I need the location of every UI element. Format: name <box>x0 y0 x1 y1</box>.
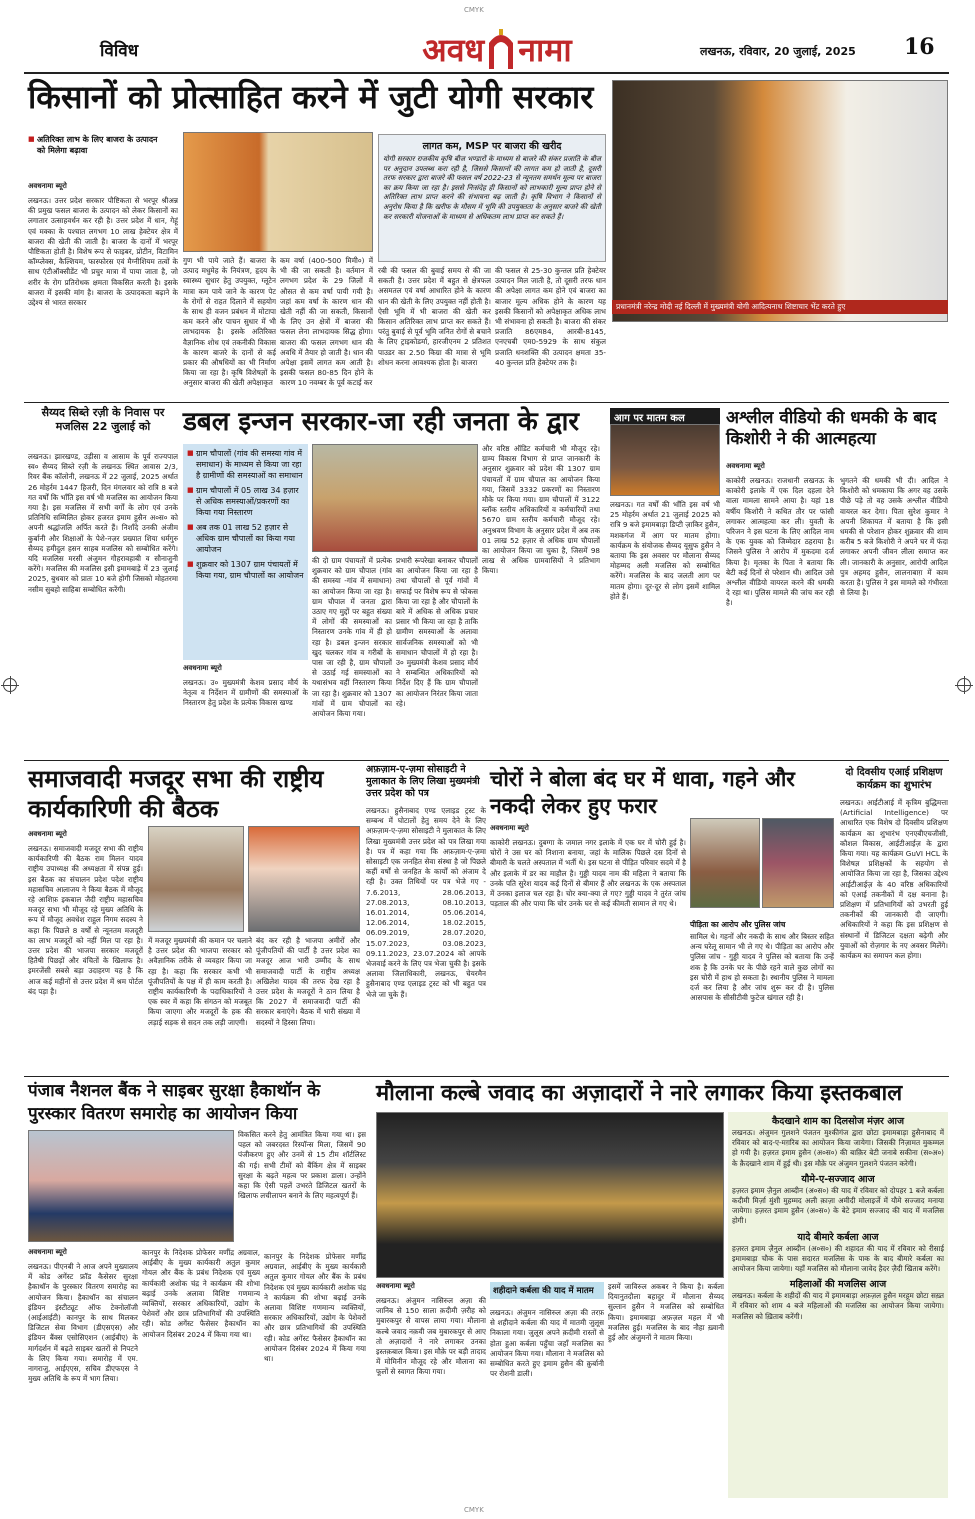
story2-col1: लखनऊ। उ० मुख्यमंत्री केशव प्रसाद मौर्य के नेतृत्व व निर्देशन में ग्रामीणों की समस्याओं के निस्तारण हेतु प्रदेश के प्रत्येक विकास खण्ड <box>183 678 308 708</box>
pnb-col4: कानपुर के निदेशक प्रोफेसर मणींद्र अग्रवाल, आईबीए के मुख्य कार्यकारी अतुल कुमार गोयल और बैंक के प्रबंध निदेशक एवं मुख्य कार्यकारी अशोक चंद्र ने कार्यक्रम की शोभा बढ़ाई उनके अलावा विशिष्ट गणमान्य व्यक्तियों, सरकार अधिकारियों, उद्योग के पेशेवरों और छात्र प्रतिभागियों की उपस्थिति रही। कोड अगेंस्ट फैसेसर हैकाथॉन का आयोजन दिसंबर 2024 में किया गया था। <box>264 1252 366 1364</box>
header-rule <box>24 72 949 74</box>
jawad-col1: लखनऊ। अंजुमन नासिरुल अज़ा की जानिब से 150 साला क़दीमी ज़रीह को मुबारकपुर से वापस लाया गया। मौलाना कल्बे जवाद नक़वी जब मुबारकपुर से आए तो अज़ादारों ने नारे लगाकर उनका इस्तक़बाल किया। इस मौक़े पर बड़ी तादाद में मोमिनीन मौजूद रहे और मौलाना का फूलों से स्वागत किया गया। <box>376 1296 486 1377</box>
page-number: 16 <box>904 34 935 60</box>
registration-mark-left <box>3 678 17 692</box>
story1-col1: लखनऊ। उत्तर प्रदेश सरकार पौष्टिकता से भरपूर श्रीअन्न की प्रमुख फसल बाजरा के उत्पादन को लेकर किसानों का लगातार उत्साहवर्धन कर रही है। उत्तर प्रदेश में धान, गेहूं एवं मक्का के पश्चात लगभग 10 लाख हेक्टेयर क्षेत्र में बाजरा की खेती की जाती है। बाजरा के दानों में भरपूर पौष्टिकता होती है। विशेष रूप से फाइबर, प्रोटीन, विटामिन कॉम्प्लेक्स, कैल्शियम, फास्फोरस एवं मैग्नीशियम तत्वों के साथ एंटीऑक्सीडेंट भी प्रचुर मात्रा में पाया जाता है, जो शरीर के रोग प्रतिरोधक क्षमता विकसित करती है। इसके बाजरा में इसकी मांग है। बाजरा के उत्पादकता बढ़ाने के उद्देश्य से भारत सरकार <box>28 196 178 308</box>
story1-photo-caption: प्रधानमंत्री नरेन्द्र मोदी नई दिल्ली में मुख्यमंत्री योगी आदित्यनाथ शिष्टाचार भेंट करते हुए <box>612 300 948 314</box>
masthead-logo <box>392 22 602 76</box>
rule-2 <box>24 760 949 761</box>
rule-3 <box>24 1076 949 1077</box>
story1-col4: रबी की फसल की बुवाई समय से की जा सकती है। उत्तर प्रदेश में बहुत से क्षेत्रफल असमतल एवं वर्षा आधारित होने के कारण धान की खेती के लिए उपयुक्त नहीं होती है। ऐसी भूमि में भी बाजरा की खेती कर किसान अतिरिक्त लाभ प्राप्त कर सकते हैं। परंतु बुवाई से पूर्व भूमि जनित रोगों से बचाने के लिए ट्राइकोडर्मा, हारजीएनम 2 प्रतिशत पाउडर का 2.50 किग्रा की मात्रा से भूमि शोधन करना आवश्यक होता है। बाजरा <box>378 266 491 367</box>
theft-col2: सामिल थे। गहनों और नकदी के साथ और बिस्तर सहित अन्य घरेलू सामान भी ले गए थे। पीड़िता का आरोप और पुलिस जांच - गुड्डी यादव ने पुलिस को बताया कि उन्हें शक है कि उनके घर के पीछे रहने वाले कुछ लोगों का इस चोरी में हाथ हो सकता है। स्थानीय पुलिस ने मामला दर्ज कर लिया है और जांच शुरू कर दी है। पुलिस आसपास के सीसीटीवी फुटेज खंगाल रही है। <box>690 932 834 1003</box>
event-3 <box>732 1232 944 1275</box>
print-color-bar-top: CMYK <box>464 6 484 14</box>
fire-photo <box>610 424 720 496</box>
story1-photo-pm-cm <box>612 80 948 322</box>
samajwadi-headline: समाजवादी मजदूर सभा की राष्ट्रीय कार्यकारिणी की बैठक <box>28 765 324 823</box>
event-1-title: कैदखाने शाम का दिलसोज मंज़र आज <box>772 1116 904 1127</box>
samajwadi-col3: बंद कर रही है भाजपा अमीरों और पूंजीपतियों की पार्टी है उत्तर प्रदेश का मजदूर आज भारी उम्मीद के साथ समाजवादी पार्टी के राष्ट्रीय अध्यक्ष अखिलेश यादव की तरफ देख रहा है उत्तर प्रदेश के मजदूरों ने ठान लिया है कि 2027 में समाजवादी पार्टी की सरकार बनाएंगे। बैठक में भारी संख्या में सदस्यों ने हिस्सा लिया। <box>256 936 360 1027</box>
story1-highlight: ■ अतिरिक्त लाभ के लिए बाजरा के उत्पादन को मिलेगा बढ़ावा <box>28 134 168 160</box>
theft-subhead: पीड़िता का आरोप और पुलिस जांच <box>690 920 786 929</box>
samajwadi-byline: अवधनामा ब्यूरो <box>28 830 67 838</box>
event-2 <box>732 1174 944 1227</box>
logo-right: नामा <box>518 30 572 69</box>
event-2-text: हज़रत इमाम ज़ैनुल आब्दीन (अ०स०) की याद में रविवार को दोपहर 1 बजे कर्बला कदीमी मिर्ज़ा मुंशी मुहम्मद अली क़ाज़ा अमीदी मोलाइर्जे में यौमे सज्जाद मनाया जायेगा। हज़रत इमाम हुसैन (अ०स०) के बेटे इमाम सज्जाद की याद में मजलिस होगी। <box>732 1185 944 1226</box>
event-3-title: यादे बीमारे कर्बला आज <box>797 1231 879 1243</box>
theft-headline: चोरों ने बोला बंद घर में धावा, गहने और नकदी लेकर हुए फरार <box>490 767 795 818</box>
print-color-bar-bottom: CMYK <box>464 1506 484 1514</box>
story2-headline: डबल इन्जन सरकार-जा रही जनता के द्वार <box>183 407 580 437</box>
story2-bullet-2: ■ ग्राम चौपालों में 05 लाख 34 हज़ार से अधिक समस्याओं/प्रकरणों का किया गया निस्तारण <box>187 485 304 518</box>
logo-left: अवध <box>422 30 485 69</box>
sidebar-events <box>728 1112 948 1498</box>
theft-photo-1 <box>690 818 760 908</box>
event-2-title: यौमे-ए-सज्जाद आज <box>801 1173 875 1185</box>
suicide-col1: काकोरी लखनऊ। राजधानी लखनऊ के काकोरी इलाके में एक दिल दहला देने वाला मामला सामने आया है। यहां 18 वर्षीय किशोरी ने कथित तौर पर फांसी लगाकर आत्महत्या कर ली। युवती के परिजन ने इस घटना के लिए आदिल नाम के एक युवक को जिम्मेदार ठहराया है। जिसने पुलिस ने आरोप में मुकदमा दर्ज किया है। मृतका के पिता ने बताया कि बेटी कई दिनों से परेशान थी। आदिल उसे अश्लील वीडियो वायरल करने की धमकी दे रहा था। पुलिस मामले की जांच कर रही है। <box>726 476 834 608</box>
suicide-col2: भुगतने की धमकी भी दी। आदिल ने किशोरी को धमकाया कि अगर वह उसके पीछे पड़े तो वह उसके अश्लील वीडियो वायरल कर देगा। पिता सुरेश कुमार ने अपनी शिकायत में बताया है कि इसी धमकी से परेशान होकर शुक्रवार की शाम करीब 5 बजे किशोरी ने अपने घर में फंदा लगाकर अपनी जीवन लीला समाप्त कर ली। जानकारी के अनुसार, आरोपी आदिल पुत्र अहमद हुसैन, लालनाबाग़ में काम करता है। पुलिस ने इस मामले को गंभीरता से लिया है। <box>840 476 948 598</box>
story2-col4: और वरिष्ठ ऑडिट कर्मचारी भी मौजूद रहे। ग्राम्य विकास विभाग से प्राप्त जानकारी के अनुसार शुक्रवार को प्रदेश की 1307 ग्राम पंचायतों में ग्राम चौपाल का आयोजन किया गया, जिसमें 3332 प्रकरणों का निस्तारण मौके पर किया गया। ग्राम चौपालों में 3122 ब्लॉक स्तरीय अधिकारियों व कर्मचारियों तथा 5670 ग्राम स्तरीय कर्मचारी मौजूद रहे। अनुश्रवण विभाग के अनुसार प्रदेश में अब तक 01 लाख 52 हज़ार से अधिक ग्राम चौपालों का आयोजन किया जा चुका है, जिसमें 98 लाख से अधिक ग्रामवासियों ने प्रतिभाग किया। <box>482 444 600 576</box>
rule-1 <box>24 402 949 403</box>
ai-headline: दो दिवसीय एआई प्रशिक्षण कार्यक्रम का शुभारंभ <box>845 767 943 791</box>
story2-bullet-3: ■ अब तक 01 लाख 52 हज़ार से अधिक ग्राम चौपालों का किया गया आयोजन <box>187 522 304 555</box>
event-3-text: हज़रत इमाम ज़ैनुल आब्दीन (अ०स०) की शहादत की याद में रविवार को रीसाई इमामबाड़ा चौक के पास सदारत मजलिस के पाक के बाद बीमारे कर्बला का आयोजन किया जायेगा। यहाँ मजलिस को मौलाना जावेद हैदर ज़ैदी खिताब करेंगे। <box>732 1243 944 1274</box>
story2-col2: की दो ग्राम पंचायतों में प्रत्येक शुक्रवार को ग्राम चौपाल (गांव की समस्या -गांव में समाधान) का आयोजन किया जा रहा है। ग्राम चौपाल में जनता द्वारा उठाए गए मुद्दों पर बहुत संख्या में लोगों की समस्याओं का निस्तारण उनके गांव में ही हो रहा है। डबल इन्जन सरकार खुद चलकर गांव व गरीबों के पास जा रही है, ग्राम चौपालों से उठाई गई समस्याओं का यथासंभव वहीं निस्तारण किया जा रहा है। शुक्रवार को 1307 गांवों में ग्राम चौपालों का आयोजन किया गया। <box>312 556 392 719</box>
story1-headline: किसानों को प्रोत्साहित करने में जुटी योगी सरकार <box>28 78 594 116</box>
aqsa-text: लखनऊ। हुसैनाबाद एण्ड एलाइड ट्रस्ट के सम्बन्ध में घोटालों हेतु समय देने के लिए अफ़ज़ाम-ए-ज़मा सोसाइटी ने मुलाकात के लिए लिखा मुख्यमंत्री उत्तर प्रदेश को पत्र लिखा गया है। पत्र में कहा गया कि अफ़ज़ाम-ए-ज़मा सोसाइटी एक जनहित सेवा संस्था है जो पिछले कहीं वर्षों से जनहित के कार्यों को अंजाम दे रही है। उक्त तिथियों पर पत्र भेजे गए - 7.6.2013, 28.06.2013, 27.08.2013, 08.10.2013, 16.01.2014, 05.06.2014, 12.06.2014, 18.02.2015, 06.09.2019, 28.07.2020, 15.07.2023, 03.08.2023, 09.11.2023, 23.07.2024 को आपके भेजवाई करने के लिए पत्र भेजा चुकी है। इसके अलावा जिलाधिकारी, लखनऊ, चेयरमैन हुसैनाबाद एण्ड एलाइड ट्रस्ट को भी बहुत पत्र भेजे जा चुके हैं। <box>366 806 486 999</box>
pnb-col2: कानपुर के निदेशक प्रोफेसर मणींद्र अग्रवाल, आईबीए के मुख्य कार्यकारी अतुल कुमार गोयल और बैंक के प्रबंध निदेशक एवं मुख्य कार्यकारी अशोक चंद्र ने कार्यक्रम की शोभा बढ़ाई उनके अलावा विशिष्ट गणमान्य व्यक्तियों, सरकार अधिकारियों, उद्योग के पेशेवरों और छात्र प्रतिभागियों की उपस्थिति रही। कोड अगेंस्ट फैसेसर हैकाथॉन का आयोजन दिसंबर 2024 में किया गया था। <box>142 1248 260 1339</box>
story2-byline: अवधनामा ब्यूरो <box>183 664 222 672</box>
theft-col1: काकोरी लखनऊ। दुबग्गा के जमाल नगर इलाके में एक घर में चोरी हुई है। चोरों ने उस घर को निशाना बनाया, जहां के मालिक पिछले दस दिनों से बीमारी के चलते अस्पताल में भर्ती थे। इस घटना से पीड़ित परिवार सदमे में है और इलाके में डर का माहौल है। गुड्डी यादव नाम की महिला ने बताया कि उनके पति सुरेश यादव कई दिनों से बीमार हैं और लखनऊ के एक अस्पताल में उनका इलाज चल रहा है। चोर क्या-क्या ले गए? गुड्डी यादव ने तुरंत जांच पड़ताल की और पाया कि चोर उनके घर से कई कीमती सामान ले गए थे। <box>490 838 686 909</box>
pnb-headline: पंजाब नैशनल बैंक ने साइबर सुरक्षा हैकाथॉन के पुरस्कार वितरण समारोह का आयोजन किया <box>28 1081 321 1124</box>
jawad-headline: मौलाना कल्बे जवाद का अज़ादारों ने नारे लगाकर किया इस्तकबाल <box>376 1081 903 1106</box>
story2-bullet-4: ■ शुक्रवार को 1307 ग्राम पंचायतों में किया गया, ग्राम चौपालों का आयोजन <box>187 559 304 581</box>
story1-boxed-title: लागत कम, MSP पर बाजरा की खरीद <box>422 141 562 152</box>
fire-tag: आग पर मातम कल <box>610 408 720 426</box>
sayyad-headline: सैय्यद सिब्ते रज़ी के निवास पर मजलिस 22 जुलाई को <box>41 406 165 433</box>
samajwadi-photo-stage <box>248 826 360 932</box>
samajwadi-col1: लखनऊ। समाजवादी मजदूर सभा की राष्ट्रीय कार्यकारिणी की बैठक राम मिलन यादव राष्ट्रीय उपाध्यक्ष की अध्यक्षता में संपन्न हुई। इस बैठक का संचालन प्रदेश पदेश राष्ट्रीय महासचिव आलाजय ने किया बैठक में मौजूद रहे आशिफ़ इकबाल जैदी राष्ट्रीय महासचिव मजदूर सभा भी मौजूद रहे मुख्य अतिथि के रूप में मौजूद अवधेश राहुल निगम सदस्य ने कहा कि पिछले 8 वर्षों से न्यूनतम मजदूरी का लाभ मजदूरों को नहीं मिल पा रहा है। उत्तर प्रदेश की भाजपा सरकार मजदूरों हितैषी पिछड़ों और वंचितों के खिलाफ है। इमरजेंसी सबसे बड़ा उदाहरण यह है कि आज कई महीनों से उत्तर प्रदेश में श्रम पोर्टल बंद पड़ा है। <box>28 844 143 996</box>
aqsa-headline: अफ़ज़ाम-ए-ज़मा सोसाइटी ने मुलाकात के लिए लिखा मुख्यमंत्री उत्तर प्रदेश को पत्र <box>366 764 480 799</box>
story1-boxed-text: योगी सरकार राजकीय कृषि बीज भण्डारों के माध्यम से बाजरे की संकर प्रजाति के बीज पर अनुदान उपलब्ध करा रही है, जिससे किसानों की लागत कम हो जाती है, दूसरी तरफ सरकार द्वारा बाजरे की फसल वर्ष 2022-23 से न्यूनतम समर्थन मूल्य पर बाजरा का क्रय किया जा रहा है। इससे निःसंदेह ही किसानों को लाभकारी मूल्य प्राप्त होने से अतिरिक्त लाभ प्राप्त करने की संभावना बढ़ जाती है। कृषि विभाग ने किसानों से अनुरोध किया है कि खरीफ के मौसम में भूमि की उपयुक्तता के अनुसार बाजरे की खेती कर सरकारी योजनाओं के माध्यम से अधिकतम लाभ प्राप्त कर सकते हैं। <box>383 155 601 221</box>
samajwadi-photo-group <box>148 826 244 932</box>
suicide-headline: अश्लील वीडियो की धमकी के बाद किशोरी ने की आत्महत्या <box>726 408 937 449</box>
pnb-byline: अवधनामा ब्यूरो <box>28 1248 67 1256</box>
jawad-col2: लखनऊ। अंजुमन नासिरुल अज़ा की तरफ़ से शहीदाने कर्बला की याद में मातमी जुलूस निकाला गया। जुलूस अपने क़दीमी रास्तों से होता हुआ कर्बला पहुँचा जहाँ मजलिस का आयोजन किया गया। मौलाना ने मजलिस को सम्बोधित करते हुए इमाम हुसैन की क़ुर्बानी पर रोशनी डाली। <box>490 1308 604 1379</box>
dateline: लखनऊ, रविवार, 20 जुलाई, 2025 <box>700 45 856 58</box>
jawad-byline: अवधनामा ब्यूरो <box>376 1282 415 1290</box>
samajwadi-col2: में मजदूर मुख्यमंत्री की कमान पर चलाने है उत्तर प्रदेश की भाजपा सरकार को अवैज्ञानिक तरीके से व्यवहार किया जा रहा है। कहा कि सरकार कभी भी पूंजीपतियों के पक्ष में ही काम करती है। राष्ट्रीय कार्यकारिणी के पदाधिकारियों ने एक स्वर में कहा कि संगठन को मजबूत किया जाएगा और मजदूरों के हक की लड़ाई सड़क से सदन तक लड़ी जाएगी। <box>148 936 252 1027</box>
jawad-photo <box>376 1112 724 1278</box>
theft-byline: अवधनामा ब्यूरो <box>490 824 529 832</box>
logo-arch-icon <box>486 29 516 69</box>
story1-col2: गुण भी पाये जाते हैं। बाजरा के उत्पाद मधुमेह के नियंत्रण, हृदय के स्वास्थ्य सुधार हेतु उपयुक्त, ग्लूटेन मात्रा कम पाये जाने के कारण पेट के रोगों से राहत दिलाने में सहयोग के साथ ही वजन प्रबंधन में मोटापा कम करने और पाचन सुधार में भी लाभदायक है। इसके अतिरिक्त वैज्ञानिक शोध एवं तकनीकी विकास के कारण बाजरे के दानों से कई प्रकार की औषधियों का भी निर्माण किया जा रहा है। कृषि विशेषज्ञों के अनुसार बाजरा की खेती अपेक्षाकृत <box>183 256 276 388</box>
pnb-photo <box>28 1130 234 1242</box>
ai-text: लखनऊ। आईटीआई में कृत्रिम बुद्धिमत्ता (Artificial Intelligence) पर आधारित एक विशेष दो दिवसीय प्रशिक्षण कार्यक्रम का शुभारंभ एनएबीएचजीसी, कौशल विकास, आईटीआईज़ के द्वारा किया गया। यह कार्यक्रम GuVI HCL के विशेषज्ञ प्रशिक्षकों के सहयोग से आयोजित किया जा रहा है, जिसका उद्देश्य आईटीआईज़ के 40 वरिष्ठ अधिकारियों को एआई तकनीकों में दक्ष बनाना है। प्रशिक्षण में प्रतिभागियों को उभरती हुई तकनीकों की जानकारी दी जाएगी। अधिकारियों ने कहा कि इस प्रशिक्षण से संस्थानों में डिजिटल दक्षता बढ़ेगी और युवाओं को रोज़गार के नए अवसर मिलेंगे। कार्यक्रम का समापन कल होगा। <box>840 798 948 961</box>
event-1 <box>732 1116 944 1169</box>
story2-bullets <box>183 444 308 660</box>
sayyad-text: लखनऊ। झारखण्ड, उड़ीसा व आसाम के पूर्व राज्यपाल स्व० सैय्यद सिब्ते रज़ी के लखनऊ स्थित आवास 2/3, रिवर बैंक कॉलोनी, लखनऊ में 22 जुलाई, 2025 अर्थात 26 मोहर्रम 1447 हिजरी, दिन मंगलवार को रात्रि 8 बजे गत वर्षों कि भाँति इस वर्ष भी मजलिस का आयोजन किया गया है। इस मजलिस में सभी वर्गों के लोग एवं उनके प्रतिनिधि सम्मिलित होकर हजरत इमाम हुसैन अ०स० को अपनी श्रद्धांजलि अर्पित करते हैं। निशाँदे उनकी अंजीम कुर्बानी और शिक्षाओं के पेशे-नज़र प्रख्यात शिया धर्मगुरु सैय्यद हमीदुल हसन साहब मजलिस को सम्बोधित करेंगे। यदि मजलिस मरसी अंजुमन गौहरावहाबी व सौनाजुनी करेंगे। मजलिस की मजलिस इसी इमामबाड़े में 23 जुलाई 2025, बुधवार को प्रातः 10 बजे होगी जिसको मोहतरमा नसीम सुबहो साहिबा सम्बोधित करेंगी। <box>28 452 178 594</box>
event-4-text: लखनऊ। कर्बला के शहीदों की याद में इमामबाड़ा अफ़ज़ल हुसैन मरहूम छोटा सख़्त में रविवार को शाम 4 बजे महिलाओं की मजलिस का आयोजन किया जायेगा। मजलिस को ख़िताब करेंगी। <box>732 1291 944 1321</box>
suicide-byline: अवधनामा ब्यूरो <box>726 462 765 470</box>
event-1-text: लखनऊ। अंजुमन गुलशने पंजतन मुश्कीगंज द्वारा छोटा इमामबाड़ा हुसैनाबाद में रविवार को बाद-ए-मग़रिब का आयोजन किया जायेगा। जिसकी निज़ामत मुकम्मल हो गयी है। हज़रत इमाम हुसैन (अ०स०) की बाक़िर बेटी जनाबे सकीना (स०अ०) के क़ैदखाने शाम में हुई थी। इस मौक़े पर अंजुमन गुलशने पंजतन करेगी। <box>732 1128 944 1168</box>
story1-boxed-panel <box>378 134 606 262</box>
story1-col5: की फसल से 25-30 कुन्तल प्रति हेक्टेयर उत्पादन मिल जाती है, तो दूसरी तरफ धान की अपेक्षा लागत कम होने एवं बाजरा का बाजार मूल्य अधिक होने के कारण यह इसकी किसानों को अपेक्षाकृत अधिक लाभ भी संभावना हो सकती है। बाजरा की संकर प्रजाति 86एम84, आरबी-8145, एनएचबी एम0-5929 के साथ संकुल प्रजाति धनशक्ति की उत्पादन क्षमता 35-40 कुन्तल प्रति हेक्टेयर तक है। <box>495 266 606 367</box>
story2-photo-chaupal <box>312 444 478 552</box>
jawad-tag: शहीदाने कर्बला की याद में मातम <box>490 1282 604 1299</box>
event-4-title: महिलाओं की मजलिस आज <box>789 1279 887 1291</box>
event-4 <box>732 1279 944 1322</box>
pnb-col3: विकसित करने हेतु आमंत्रित किया गया था। इस पहल को जबरदस्त रिस्पॉन्स मिला, जिसमें 90 पंजीकरण हुए और उनमें से 15 टीम शॉर्टलिस्ट की गई। सभी टीमों को बैंकिंग क्षेत्र में साइबर सुरक्षा के बढ़ते महत्व पर प्रकाश डाला। उन्होंने कहा कि ऐसी पहलें उभरते डिजिटल खतरों के खिलाफ लचीलापन बनाने के लिए महत्वपूर्ण हैं। <box>238 1130 366 1201</box>
story1-col3: कम वर्षा (400-500 मिमी०) में भी की जा सकती है। वर्तमान में लगभग प्रदेश के 29 जिलों में औसत से कम वर्षा पायी गयी है। जहां कम वर्षा के कारण धान की खेती नहीं की जा सकती, किसानों के लिए उन क्षेत्रों में बाजरा की फसल लेना लाभदायक सिद्ध होगा। बाजरा की फसल लगभग धान की अवधि में तैयार हो जाती है। धान की अपेक्षा इसमें लागत कम आती है। इसकी फसल 80-85 दिन होने के कारण 10 नवम्बर के पूर्व कटाई कर <box>280 256 373 388</box>
story2-col3: प्रभारी रूपरेखा बनाकर चौपालों का आयोजन किया जा रहा है तथा चौपालों से पूर्व गांवों में सफाई पर विशेष रूप से फोकस किया जा रहा है और चौपालों के बारे में अधिक से अधिक प्रचार प्रसार भी किया जा रहा है ताकि ग्रामीण समस्याओं के अलावा सार्वजनिक समस्याओं को भी समाधान चौपालों में हो रहा है। उ० मुख्यमंत्री केशव प्रसाद मौर्य ने सम्बन्धित अधिकारियों को निर्देश दिए हैं कि ग्राम चौपालों का आयोजन निरंतर किया जाता रहे। <box>396 556 478 708</box>
jawad-col3: इसमें जाविरुल अकबर ने किया है। कर्बला दियानुतदौला बहादुर में मौलाना सैय्यद सुल्तान हुसैन ने मजलिस को सम्बोधित किया। इमामबाड़ा अफ़ज़ल महल में भी मजलिस हुई। मजलिस के बाद नौहा ख़्वानी हुई और अंजुमनों ने मातम किया। <box>608 1282 724 1343</box>
theft-photo-2 <box>762 818 834 908</box>
story1-byline: अवधनामा ब्यूरो <box>28 182 67 190</box>
fire-text: लखनऊ। गत वर्षों की भाँति इस वर्ष भी 25 मोहर्रम अर्थात 21 जुलाई 2025 को रात्रि 9 बजे इमामबाड़ा डिप्टी ज़ाकिर हुसैन, मशकगंज में आग पर मातम होगा। कार्यक्रम के संयोजक सैय्यद यूसुफ हुसैन ने बताया कि इस अवसर पर मौलाना सैय्यद मोहम्मद अली मजलिस को सम्बोधित करेंगे। मजलिस के बाद जलती आग पर मातम होगा। दूर-दूर से लोग इसमें शामिल होते हैं। <box>610 500 720 601</box>
story1-photo-cm-grains <box>183 132 373 252</box>
registration-mark-right <box>957 678 971 692</box>
story2-bullet-1: ■ ग्राम चौपालों (गांव की समस्या गांव में समाधान) के माध्यम से किया जा रहा है ग्रामीणों की समस्याओं का समाधान <box>187 448 304 481</box>
pnb-col1: लखनऊ। पीएनबी ने आज अपने मुख्यालय में कोड अगेंस्ट फ्रॉड कैसेसर सुरक्षा हैकाथॉन के पुरस्कार वितरण समारोह का आयोजन किया। हैकाथॉन का संचालन इंडियन इंस्टीट्यूट ऑफ टेक्नोलॉजी (आईआईटी) कानपुर के साथ मिलकर डिजिटल सेवा विभाग (डीएसएस) और इंडियन बैंक्स एसोसिएशन (आईबीए) के मार्गदर्शन में बढ़ते साइबर खतरों से निपटने के लिए किया गया। समारोह में एम. नागराजु, आईएएस, सचिव डीएफएस ने मुख्य अतिथि के रूप में भाग लिया। <box>28 1262 138 1384</box>
section-label: विविध <box>100 41 139 61</box>
